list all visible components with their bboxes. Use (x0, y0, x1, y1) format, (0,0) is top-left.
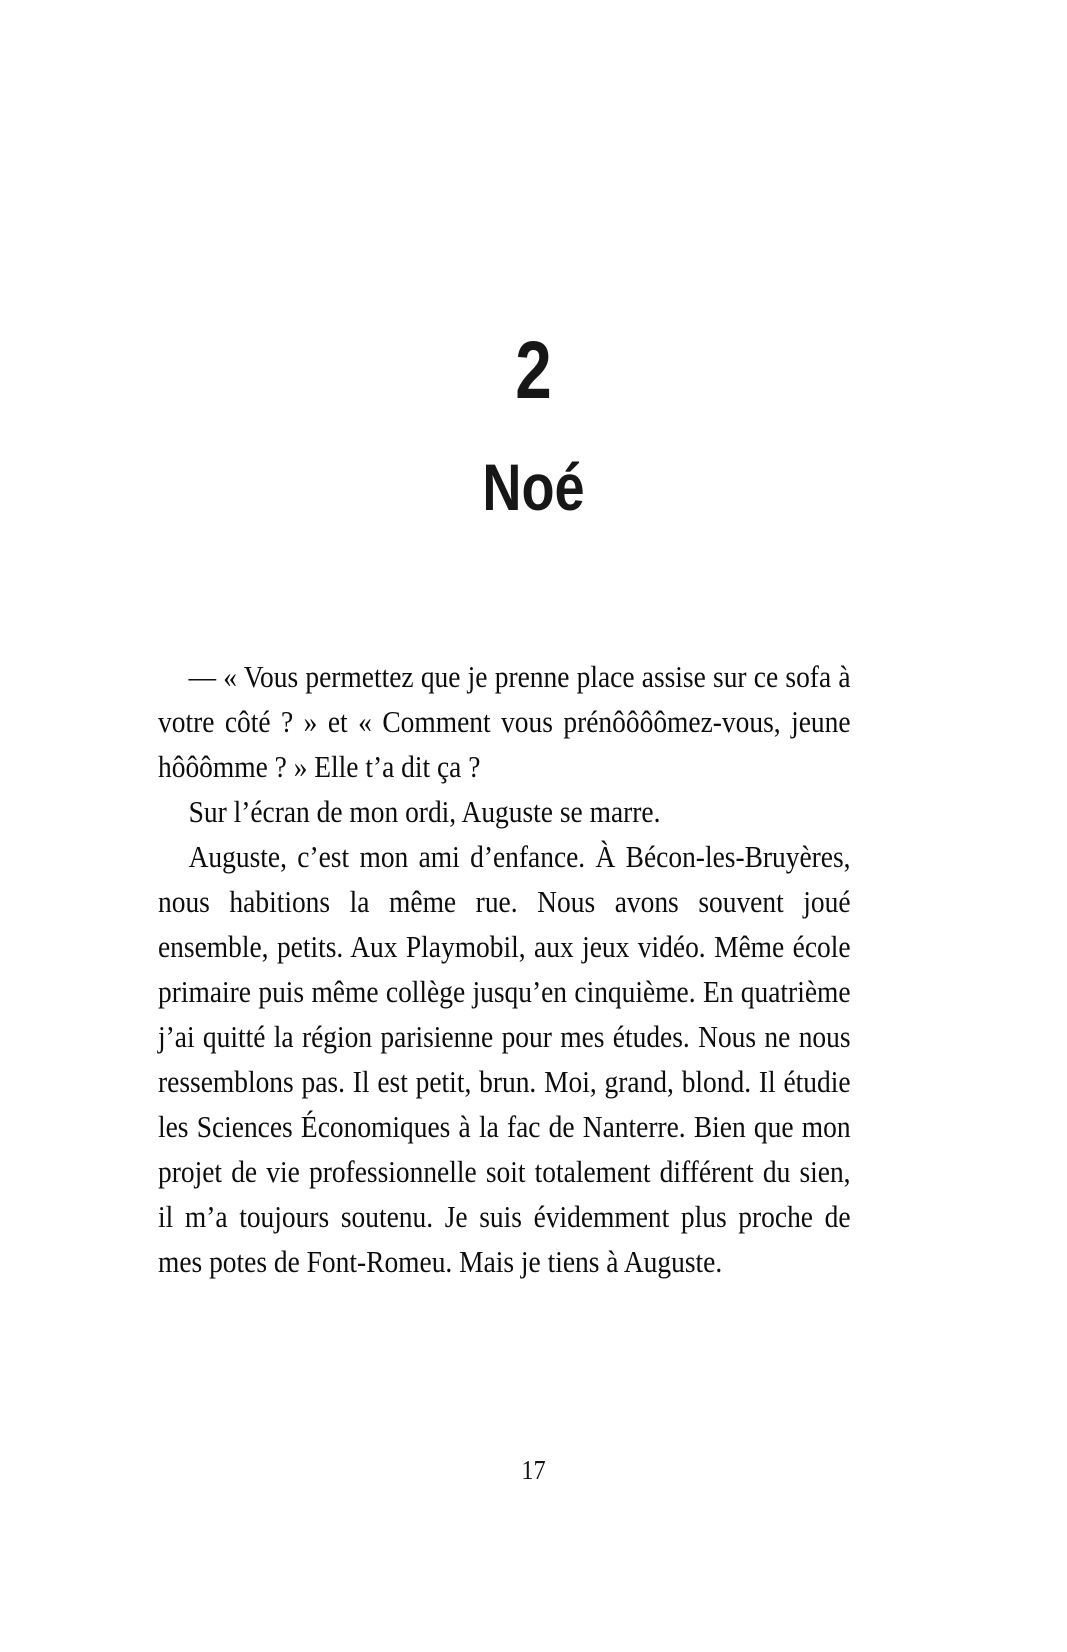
body-text (158, 655, 850, 1285)
paragraph: Auguste, c’est mon ami d’enfance. À Bécon-les-Bruyères, nous habitions la même rue. Nous avons souvent joué ensemble, petits. Aux Playmobil, aux jeux vidéo. Même école primaire puis même collège jusqu’en cinquième. En quatrième j’ai quitté la région parisienne pour mes études. Nous ne nous ressemblons pas. Il est petit, brun. Moi, grand, blond. Il étudie les Sciences Économiques à la fac de Nanterre. Bien que mon projet de vie professionnelle soit totalement différent du sien, il m’a toujours soutenu. Je suis évidemment plus proche de mes potes de Font-Romeu. Mais je tiens à Auguste. (158, 840, 851, 1279)
page-number (0, 1455, 1067, 1486)
paragraph: — « Vous permettez que je prenne place assise sur ce sofa à votre côté ? » et « Comment vous prénôôôômez-vous, jeune hôôômme ? » Elle t’a dit ça ? (158, 660, 851, 784)
chapter-number: 2 (515, 325, 552, 416)
chapter-heading (0, 325, 1067, 524)
page-number-value: 17 (521, 1455, 546, 1485)
paragraph: Sur l’écran de mon ordi, Auguste se marre. (188, 795, 661, 829)
chapter-title: Noé (482, 450, 585, 524)
